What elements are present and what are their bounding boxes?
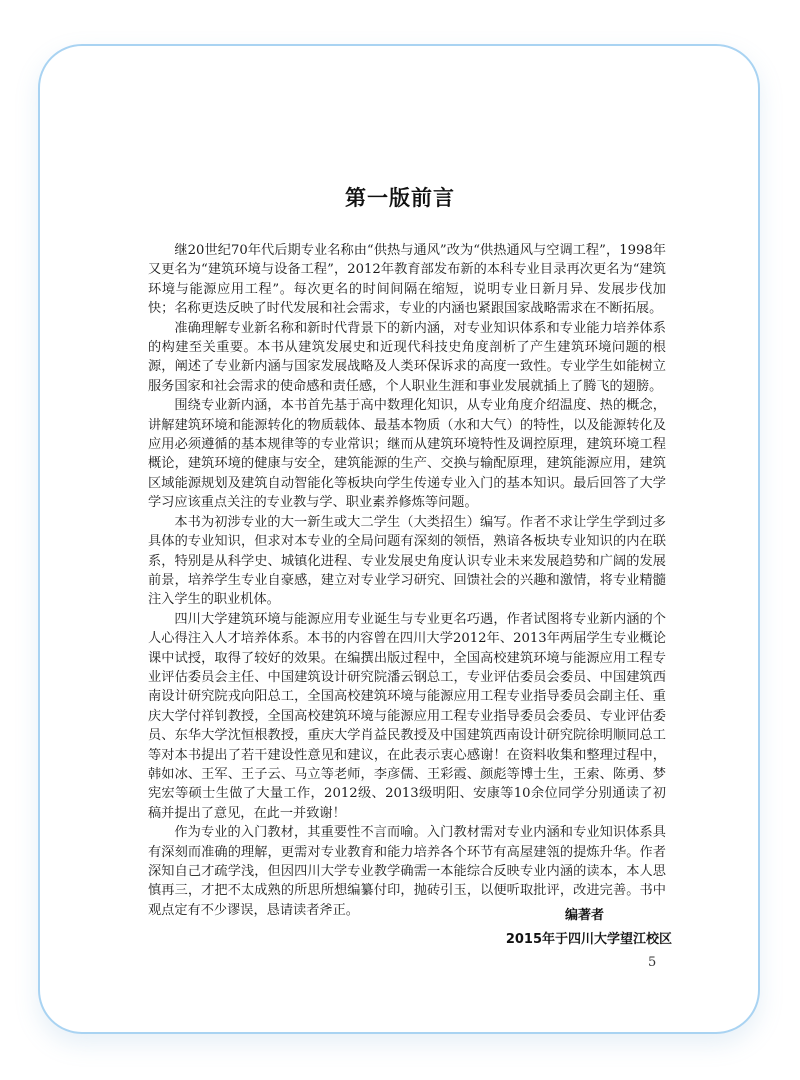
paragraph-3: 围绕专业新内涵，本书首先基于高中数理化知识，从专业角度介绍温度、热的概念，讲解建筑环境和能源转化的物质载体、最基本物质（水和大气）的特性，以及能源转化及应用必须遵循的基本规律等的专业常识；继而从建筑环境特性及调控原理，建筑环境工程概论，建筑环境的健康与安全，建筑能源的生产、交换与输配原理，建筑能源应用，建筑区域能源规划及建筑自动智能化等板块向学生传递专业入门的基本知识。最后回答了大学学习应该重点关注的专业教与学、职业素养修炼等问题。 (148, 398, 666, 511)
signature-date-place: 2015年于四川大学望江校区 (505, 932, 672, 947)
page-title: 第一版前言 (345, 186, 455, 210)
paragraph-5: 四川大学建筑环境与能源应用专业诞生与专业更名巧遇，作者试图将专业新内涵的个人心得注入人才培养体系。本书的内容曾在四川大学2012年、2013年两届学生专业概论课中试授，取得了较好的效果。在编撰出版过程中，全国高校建筑环境与能源应用工程专业评估委员会主任、中国建筑设计研究院潘云钢总工，专业评估委员会委员、中国建筑西南设计研究院戎向阳总工，全国高校建筑环境与能源应用工程专业指导委员会副主任、重庆大学付祥钊教授，全国高校建筑环境与能源应用工程专业指导委员会委员、专业评估委员、东华大学沈恒根教授，重庆大学肖益民教授及中国建筑西南设计研究院徐明顺同总工等对本书提出了若干建设性意见和建议，在此表示衷心感谢！在资料收集和整理过程中，韩如冰、王军、王子云、马立等老师，李彦儒、王彩霞、颜彪等博士生，王索、陈勇、梦宪宏等硕士生做了大量工作，2012级、2013级明阳、安康等10余位同学分别通读了初稿并提出了意见，在此一并致谢！ (148, 611, 666, 821)
preface-body (148, 241, 666, 920)
paragraph-2: 准确理解专业新名称和新时代背景下的新内涵，对专业知识体系和专业能力培养体系的构建至关重要。本书从建筑发展史和近现代科技史角度剖析了产生建筑环境问题的根源，阐述了专业新内涵与国家发展战略及人类环保诉求的高度一致性。专业学生如能树立服务国家和社会需求的使命感和责任感，个人职业生涯和事业发展就插上了腾飞的翅膀。 (148, 320, 666, 394)
paragraph-4: 本书为初涉专业的大一新生或大二学生（大类招生）编写。作者不求让学生学到过多具体的专业知识，但求对本专业的全局问题有深刻的领悟，熟谙各板块专业知识的内在联系，特别是从科学史、城镇化进程、专业发展史角度认识专业未来发展趋势和广阔的发展前景，培养学生专业自豪感，建立对专业学习研究、回馈社会的兴趣和激情，将专业精髓注入学生的职业机体。 (148, 514, 666, 608)
page-number: 5 (648, 955, 657, 970)
signature-author: 编著者 (564, 908, 604, 923)
paragraph-6: 作为专业的入门教材，其重要性不言而喻。入门教材需对专业内涵和专业知识体系具有深刻而准确的理解，更需对专业教育和能力培养各个环节有高屋建瓴的提炼升华。作者深知自己才疏学浅，但因四川大学专业教学确需一本能综合反映专业内涵的读本，本人思慎再三，才把不太成熟的所思所想编纂付印，抛砖引玉，以便听取批评，改进完善。书中观点定有不少谬误，恳请读者斧正。 (148, 825, 666, 918)
paragraph-1: 继20世纪70年代后期专业名称由“供热与通风”改为“供热通风与空调工程”，1998年又更名为“建筑环境与设备工程”，2012年教育部发布新的本科专业目录再次更名为“建筑环境与能源应用工程”。每次更名的时间间隔在缩短，说明专业日新月异、发展步伐加快；名称更迭反映了时代发展和社会需求，专业的内涵也紧跟国家战略需求在不断拓展。 (148, 243, 666, 317)
